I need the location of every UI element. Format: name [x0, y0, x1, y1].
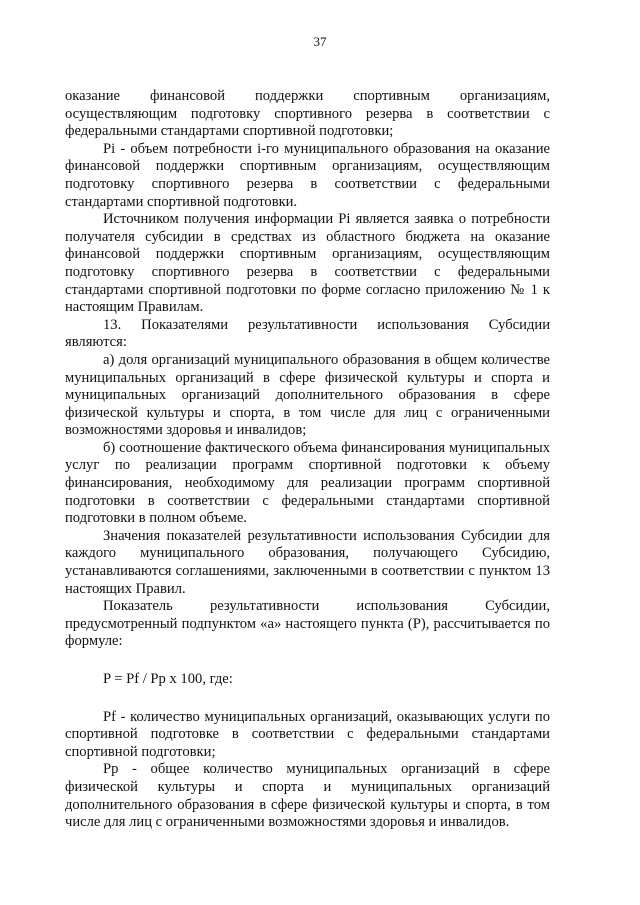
- paragraph-continuation: оказание финансовой поддержки спортивным организациям, осуществляющим подготовку спортивного резерва в соответствии с федеральными стандартами спортивной подготовки;: [65, 88, 550, 140]
- paragraph-pi-definition: Pi - объем потребности i-го муниципального образования на оказание финансовой поддержки спортивным организациям, осуществляющим подготовку спортивного резерва в соответствии с федеральными стандартами спортивной подготовки.: [65, 140, 550, 210]
- page-number: 37: [313, 34, 327, 49]
- definition-pp: Pp - общее количество муниципальных организаций в сфере физической культуры и спорта и муниципальных организаций дополнительного образования в сфере физической культуры и спорта, в том числе для лиц с ограниченными возможностями здоровья и инвалидов.: [65, 761, 550, 831]
- document-body: [65, 88, 550, 832]
- paragraph-indicator-values: Значения показателей результативности использования Субсидии для каждого муниципального образования, получающего Субсидию, устанавливаются соглашениями, заключенными в соответствии с пунктом 13 настоящих Правил.: [65, 527, 550, 597]
- paragraph-subitem-a: а) доля организаций муниципального образования в общем количестве муниципальных организаций в сфере физической культуры и спорта и муниципальных организаций дополнительного образования в сфере физической культуры и спорта, в том числе для лиц с ограниченными возможностями здоровья и инвалидов;: [65, 351, 550, 439]
- spacer: [65, 651, 550, 671]
- definition-pf: Pf - количество муниципальных организаций, оказывающих услуги по спортивной подготовке в соответствии с федеральными стандартами спортивной подготовки;: [65, 708, 550, 760]
- spacer: [65, 689, 550, 709]
- paragraph-subitem-b: б) соотношение фактического объема финансирования муниципальных услуг по реализации программ спортивной подготовки к объему финансирования, необходимому для реализации программ спортивной подготовки в соответствии с федеральными стандартами спортивной подготовки в полном объеме.: [65, 439, 550, 527]
- paragraph-item-13: 13. Показателями результативности использования Субсидии являются:: [65, 316, 550, 351]
- formula: P = Pf / Pp x 100, где:: [103, 671, 233, 687]
- paragraph-pi-source: Источником получения информации Pi является заявка о потребности получателя субсидии в средствах из областного бюджета на оказание финансовой поддержки спортивным организациям, осуществляющим подготовку спортивного резерва в соответствии с федеральными стандартами спортивной подготовки по форме согласно приложению № 1 к настоящим Правилам.: [65, 211, 550, 316]
- paragraph-indicator-formula-intro: Показатель результативности использования Субсидии, предусмотренный подпунктом «а» настоящего пункта (Р), рассчитывается по формуле:: [65, 598, 550, 650]
